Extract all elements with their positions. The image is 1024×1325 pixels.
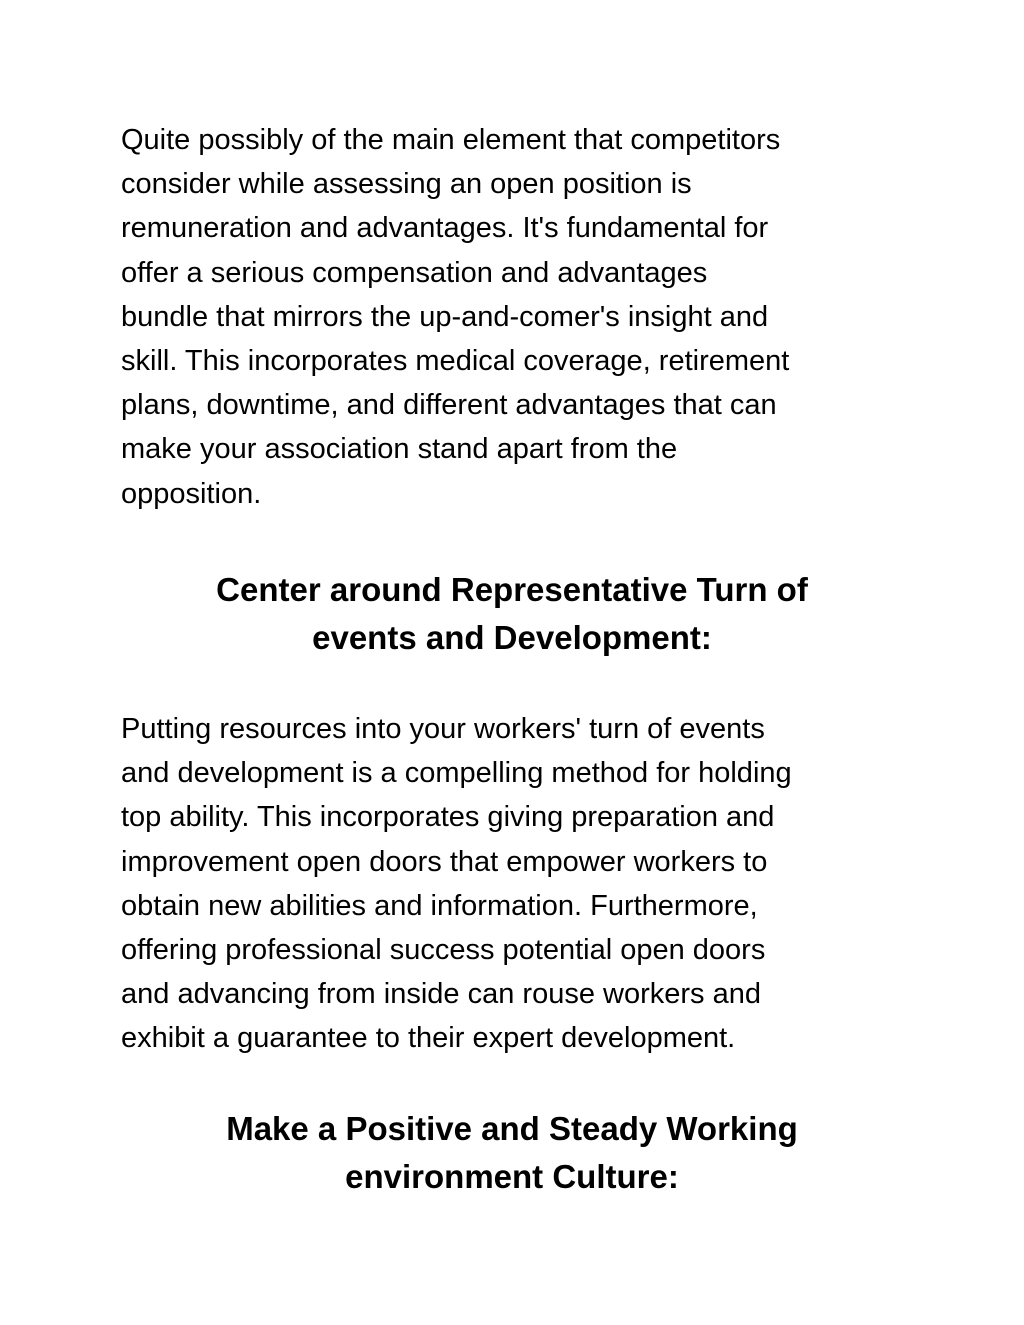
paragraph-line: and advancing from inside can rouse workers and	[121, 978, 761, 1011]
section-heading-development	[121, 566, 903, 662]
heading-line: events and Development:	[312, 619, 712, 656]
paragraph-line: skill. This incorporates medical coverage, retirement	[121, 345, 790, 378]
paragraph-compensation	[121, 118, 911, 516]
section-heading-culture	[121, 1105, 903, 1201]
paragraph-line: opposition.	[121, 477, 262, 510]
paragraph-line: remuneration and advantages. It's fundamental for	[121, 212, 769, 245]
paragraph-line: exhibit a guarantee to their expert development.	[121, 1022, 736, 1055]
heading-line: Center around Representative Turn of	[216, 571, 808, 608]
paragraph-line: offering professional success potential open doors	[121, 934, 766, 967]
paragraph-line: consider while assessing an open position is	[121, 168, 692, 201]
paragraph-line: top ability. This incorporates giving preparation and	[121, 801, 775, 834]
paragraph-line: improvement open doors that empower workers to	[121, 845, 768, 878]
paragraph-line: Putting resources into your workers' turn of events	[121, 713, 765, 745]
heading-line: Make a Positive and Steady Working	[226, 1110, 798, 1147]
paragraph-line: obtain new abilities and information. Furthermore,	[121, 889, 758, 922]
paragraph-line: make your association stand apart from the	[121, 433, 678, 466]
paragraph-line: offer a serious compensation and advantages	[121, 256, 708, 289]
paragraph-development	[121, 707, 911, 1061]
paragraph-line: bundle that mirrors the up-and-comer's insight and	[121, 300, 769, 333]
paragraph-line: and development is a compelling method for holding	[121, 757, 792, 790]
heading-line: environment Culture:	[345, 1158, 679, 1195]
paragraph-line: plans, downtime, and different advantages that can	[121, 389, 777, 422]
paragraph-line: Quite possibly of the main element that competitors	[121, 124, 781, 156]
